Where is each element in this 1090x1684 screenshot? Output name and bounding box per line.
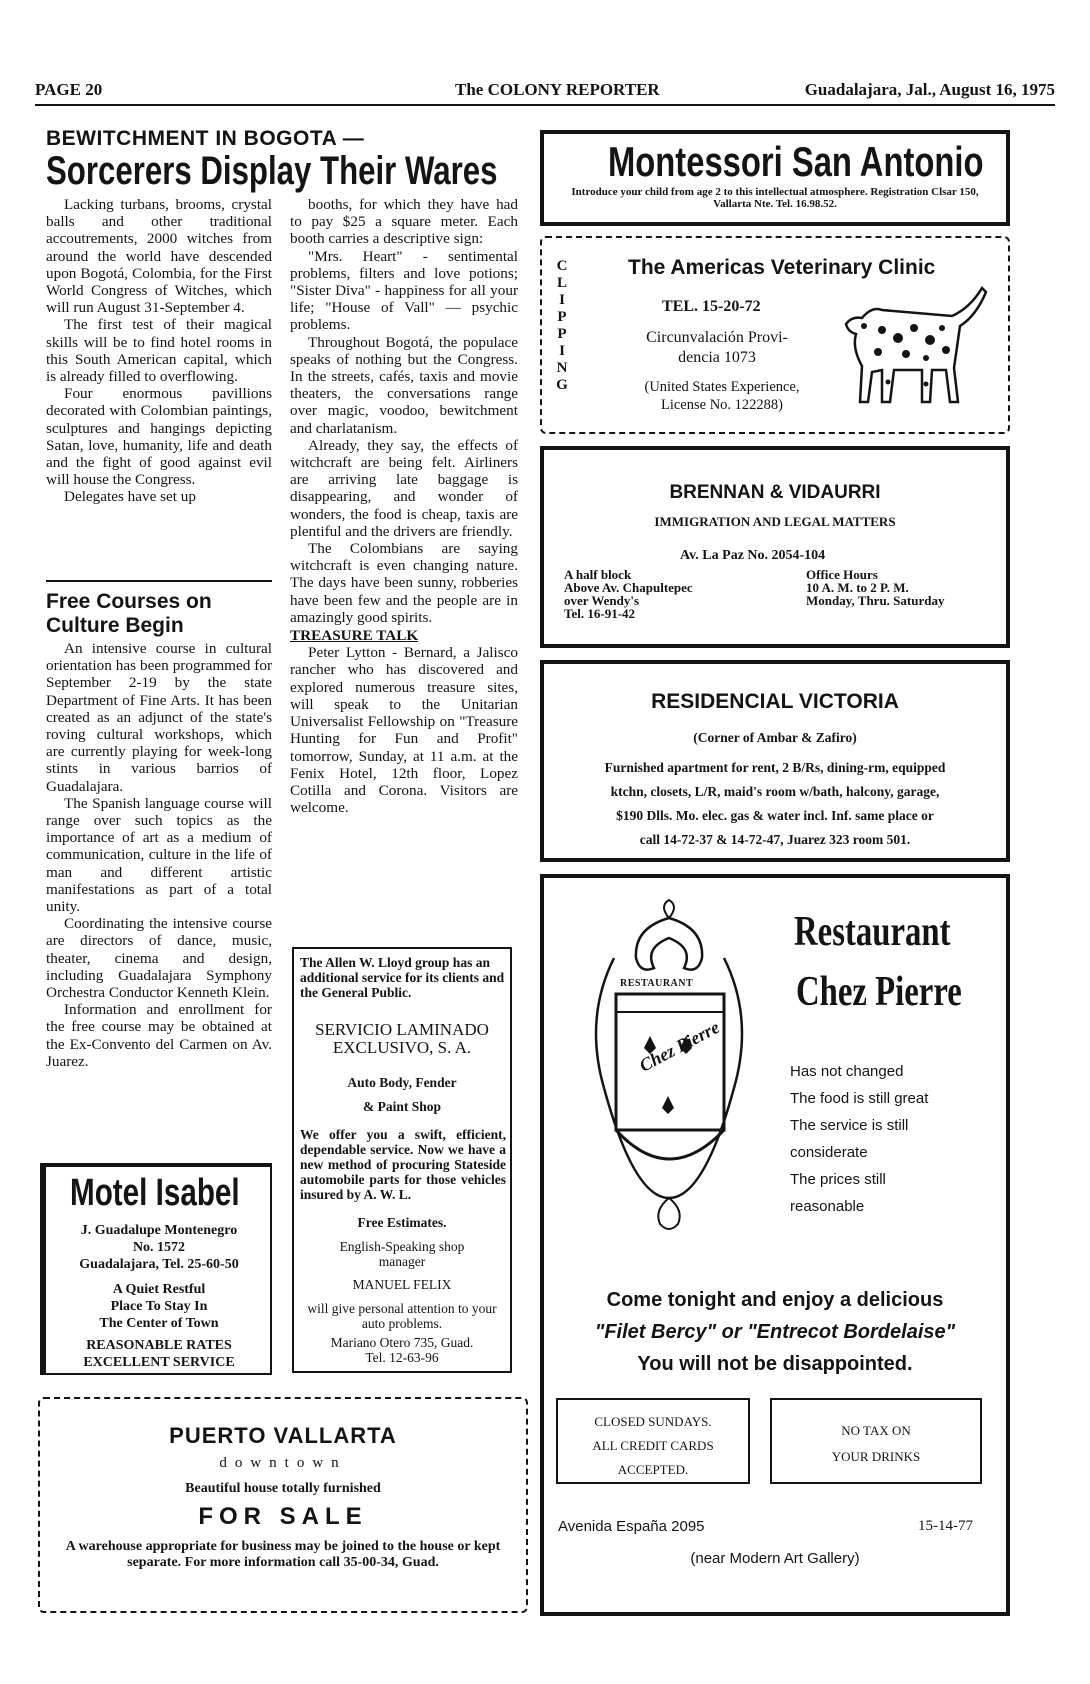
paragraph: Peter Lytton - Bernard, a Jalisco rancher who has discovered and explored numerous treasure sites, will speak to the Unitarian Universalist Fellowship on "Treasure Hunting for Fun and Profit" tomorrow, Sunday, at 11 a.m. at the Fenix Hotel, 12th floor, Lopez Cotilla and Corona. Visitors are welcome.	[290, 644, 518, 817]
slogan-line: considerate	[790, 1144, 868, 1161]
detail-line: Furnished apartment for rent, 2 B/Rs, dining-rm, equipped	[604, 760, 946, 775]
invite-line: "Filet Bercy" or "Entrecot Bordelaise"	[594, 1321, 956, 1343]
brennan-address: Av. La Paz No. 2054-104	[680, 548, 826, 563]
manager-line: English-Speaking shop	[339, 1239, 465, 1254]
residencial-details	[544, 756, 1006, 852]
vet-address	[612, 328, 822, 368]
chez-slogan	[790, 1058, 928, 1220]
chez-address: Avenida España 2095	[558, 1518, 705, 1535]
motel-name: Motel Isabel	[70, 1172, 240, 1214]
hours-line: Monday, Thru. Saturday	[806, 593, 945, 608]
tagline-line: A Quiet Restful	[112, 1282, 206, 1297]
address-line: J. Guadalupe Montenegro	[80, 1223, 238, 1238]
brennan-hours	[806, 568, 944, 607]
slogan-line: The service is still	[790, 1117, 909, 1134]
laminado-manager	[294, 1239, 510, 1269]
service-line: EXCELLENT SERVICE	[83, 1355, 235, 1370]
service-line: & Paint Shop	[362, 1099, 442, 1114]
hours-line: Office Hours	[806, 567, 878, 582]
slogan-line: The prices still	[790, 1171, 886, 1188]
tagline-line: The Center of Town	[99, 1316, 219, 1331]
vet-ad	[540, 236, 1010, 434]
laminado-name	[294, 1021, 510, 1057]
brennan-vidaurri-ad	[540, 446, 1010, 648]
motel-address	[46, 1222, 272, 1273]
closed-line: CLOSED SUNDAYS.	[594, 1414, 712, 1429]
clipping-letter: P	[557, 326, 567, 342]
residencial-name: RESIDENCIAL VICTORIA	[651, 690, 899, 713]
clipping-letter: N	[556, 360, 568, 376]
article-headline: Sorcerers Display Their Wares	[46, 149, 498, 193]
paragraph: The Colombians are saying witchcraft is even changing nature. The days have been sunny, robberies have been few and the people are in amazingly good spirits.	[290, 540, 518, 626]
clipping-letter: G	[556, 377, 568, 393]
crest-script: Chez Pierre	[636, 1016, 723, 1076]
residencial-victoria-ad	[540, 660, 1010, 862]
slogan-line: The food is still great	[790, 1090, 929, 1107]
chez-pierre-ad	[540, 874, 1010, 1616]
name-line: EXCLUSIVO, S. A.	[332, 1038, 472, 1057]
paragraph: An intensive course in cultural orientation has been programmed for September 2-19 by the state Department of Fine Arts. It has been created as an adjunct of the state's roving cultural workshops, which are currently playing for week-long stints in various barrios of Guadalajara.	[46, 640, 272, 795]
newspaper-name: The COLONY REPORTER	[455, 80, 660, 99]
paragraph: Information and enrollment for the free course may be obtained at the Ex-Convento del Carmen on Av. Juarez.	[46, 1001, 272, 1070]
tax-line: YOUR DRINKS	[831, 1449, 921, 1464]
motel-tagline	[46, 1281, 272, 1332]
montessori-text: Introduce your child from age 2 to this intellectual atmosphere. Registration Clsar 150, Vallarta Nte. Tel. 16.98.52.	[571, 186, 979, 210]
closed-sundays-box	[556, 1398, 750, 1484]
article2-body	[46, 640, 272, 1070]
clipping-label	[552, 258, 572, 394]
name-line: SERVICIO LAMINADO	[315, 1020, 489, 1039]
paragraph: The Spanish language course will range over such topics as the importance of art as a medium of communication, culture in the life of man and different artistic manifestations as part of a total unity.	[46, 794, 272, 916]
clipping-letter: I	[559, 292, 565, 308]
invite-line: You will not be disappointed.	[637, 1353, 913, 1375]
detail-line: ktchn, closets, L/R, maid's room w/bath, halcony, garage,	[610, 784, 940, 799]
location-line: Above Av. Chapultepec	[564, 580, 693, 595]
motel-rates	[46, 1337, 272, 1371]
address-line: Circunvalación Provi-	[646, 329, 788, 346]
address-line: No. 1572	[132, 1240, 186, 1255]
tel-line: Tel. 12-63-96	[365, 1350, 439, 1365]
location-line: over Wendy's	[564, 593, 640, 608]
location-line: Tel. 16-91-42	[564, 606, 636, 621]
experience-line: (United States Experience,	[644, 379, 800, 395]
puerto-desc: Beautiful house totally furnished	[185, 1481, 381, 1496]
invite-line: Come tonight and enjoy a delicious	[606, 1289, 944, 1311]
subhead-treasure-talk: TREASURE TALK	[290, 627, 419, 645]
restaurant-crest-icon	[574, 898, 764, 1238]
brennan-service: IMMIGRATION AND LEGAL MATTERS	[654, 514, 896, 529]
residencial-corner: (Corner of Ambar & Zafiro)	[693, 730, 857, 745]
detail-line: call 14-72-37 & 14-72-47, Juarez 323 room 501.	[639, 832, 911, 847]
tax-line: NO TAX ON	[841, 1423, 911, 1438]
clipping-letter: I	[559, 343, 565, 359]
column-rule	[46, 580, 272, 582]
paragraph: "Mrs. Heart" - sentimental problems, filters and love potions; "Sister Diva" - happiness for all your life; "House of Vall" — psychic problems.	[290, 247, 518, 334]
laminado-attention: will give personal attention to your auto problems.	[307, 1301, 497, 1331]
montessori-name: Montessori San Antonio	[608, 138, 984, 185]
chez-invitation	[544, 1284, 1006, 1380]
article-column-1	[46, 196, 272, 506]
puerto-sub: downtown	[219, 1455, 347, 1471]
chez-near: (near Modern Art Gallery)	[690, 1550, 860, 1567]
detail-line: $190 Dlls. Mo. elec. gas & water incl. Inf. same place or	[616, 808, 934, 823]
closed-text	[558, 1410, 748, 1482]
chez-phone: 15-14-77	[918, 1518, 973, 1534]
article-kicker: BEWITCHMENT IN BOGOTA —	[46, 127, 365, 150]
montessori-ad	[540, 130, 1010, 226]
laminado-intro: The Allen W. Lloyd group has an additional service for its clients and the General Public.	[300, 955, 505, 1000]
address-line: Guadalajara, Tel. 25-60-50	[79, 1257, 239, 1272]
laminado-pitch: We offer you a swift, efficient, dependable service. Now we have a new method of procuring Stateside automobile parts for those vehicles insured by A. W. L.	[300, 1127, 506, 1202]
manager-line: manager	[378, 1254, 426, 1269]
paragraph: Throughout Bogotá, the populace speaks of nothing but the Congress. In the streets, cafés, taxis and movie theaters, the conversations range over magic, voodoo, bewitchment and charlatanism.	[290, 333, 518, 437]
no-tax-box	[770, 1398, 982, 1484]
laminado-services	[294, 1071, 510, 1119]
experience-line: License No. 122288)	[660, 397, 783, 413]
location-line: A half block	[564, 567, 632, 582]
clipping-letter: L	[556, 275, 567, 291]
closed-line: ACCEPTED.	[617, 1462, 689, 1477]
laminado-ad	[292, 947, 512, 1373]
puerto-sale: FOR SALE	[198, 1503, 368, 1530]
puerto-vallarta-ad	[38, 1397, 528, 1613]
motel-isabel-ad	[40, 1163, 272, 1375]
tagline-line: Place To Stay In	[110, 1299, 208, 1314]
paragraph: Lacking turbans, brooms, crystal balls and other traditional accoutrements, 2000 witches from around the world have descended upon Bogotá, Colombia, for the First World Congress of Witches, which will run August 31-September 4.	[46, 196, 272, 317]
headline-line: Culture Begin	[46, 614, 184, 637]
slogan-line: Has not changed	[790, 1063, 904, 1080]
clipping-letter: P	[557, 309, 567, 325]
service-line: Auto Body, Fender	[347, 1075, 457, 1090]
headline-line: Free Courses on	[46, 590, 212, 613]
puerto-details: A warehouse appropriate for business may be joined to the house or kept separate. For more information call 35-00-34, Guad.	[65, 1539, 501, 1570]
vet-name: The Americas Veterinary Clinic	[628, 256, 936, 279]
no-tax-text	[772, 1418, 980, 1470]
laminado-manager-name: MANUEL FELIX	[352, 1277, 452, 1292]
address-line: dencia 1073	[678, 349, 756, 366]
laminado-contact	[294, 1335, 510, 1365]
rates-line: REASONABLE RATES	[86, 1338, 232, 1353]
hours-line: 10 A. M. to 2 P. M.	[806, 580, 909, 595]
crest-label: RESTAURANT	[620, 978, 694, 989]
page-header	[35, 80, 1055, 104]
closed-line: ALL CREDIT CARDS	[592, 1438, 714, 1453]
chez-name-line-2: Chez Pierre	[796, 969, 962, 1015]
address-line: Mariano Otero 735, Guad.	[330, 1335, 474, 1350]
paragraph: The first test of their magical skills will be to find hotel rooms in this South American capital, which is already filled to overflowing.	[46, 316, 272, 386]
vet-experience	[602, 378, 842, 414]
chez-name-line-1: Restaurant	[794, 909, 951, 955]
article-column-2	[290, 196, 518, 816]
article2-headline	[46, 590, 212, 638]
paragraph: Already, they say, the effects of witchcraft are being felt. Airliners are arriving late baggage is disappearing, and wonder of wonders, the food is cheap, taxis are plentiful and the drivers are friendly.	[290, 436, 518, 540]
paragraph: Four enormous pavillions decorated with Colombian paintings, sculptures and hangings depicting Satan, love, humanity, life and death and the fight of good against evil will house the Congress.	[46, 385, 272, 489]
dateline: Guadalajara, Jal., August 16, 1975	[804, 80, 1055, 99]
paragraph: Delegates have set up	[64, 488, 196, 506]
slogan-line: reasonable	[790, 1198, 865, 1215]
paragraph: Coordinating the intensive course are directors of dance, music, theater, cinema and design, including Guadalajara Symphony Orchestra Conductor Kenneth Klein.	[46, 915, 272, 1002]
laminado-estimates: Free Estimates.	[357, 1215, 447, 1230]
clipping-letter: C	[556, 258, 568, 274]
paragraph: booths, for which they have had to pay $25 a square meter. Each booth carries a descriptive sign:	[290, 196, 518, 248]
page-number: PAGE 20	[35, 80, 103, 99]
header-rule	[35, 104, 1055, 106]
brennan-location	[564, 568, 693, 620]
dalmatian-dog-icon	[842, 278, 992, 408]
brennan-name: BRENNAN & VIDAURRI	[669, 482, 881, 503]
puerto-title: PUERTO VALLARTA	[169, 1423, 397, 1448]
vet-tel: TEL. 15-20-72	[662, 298, 761, 315]
